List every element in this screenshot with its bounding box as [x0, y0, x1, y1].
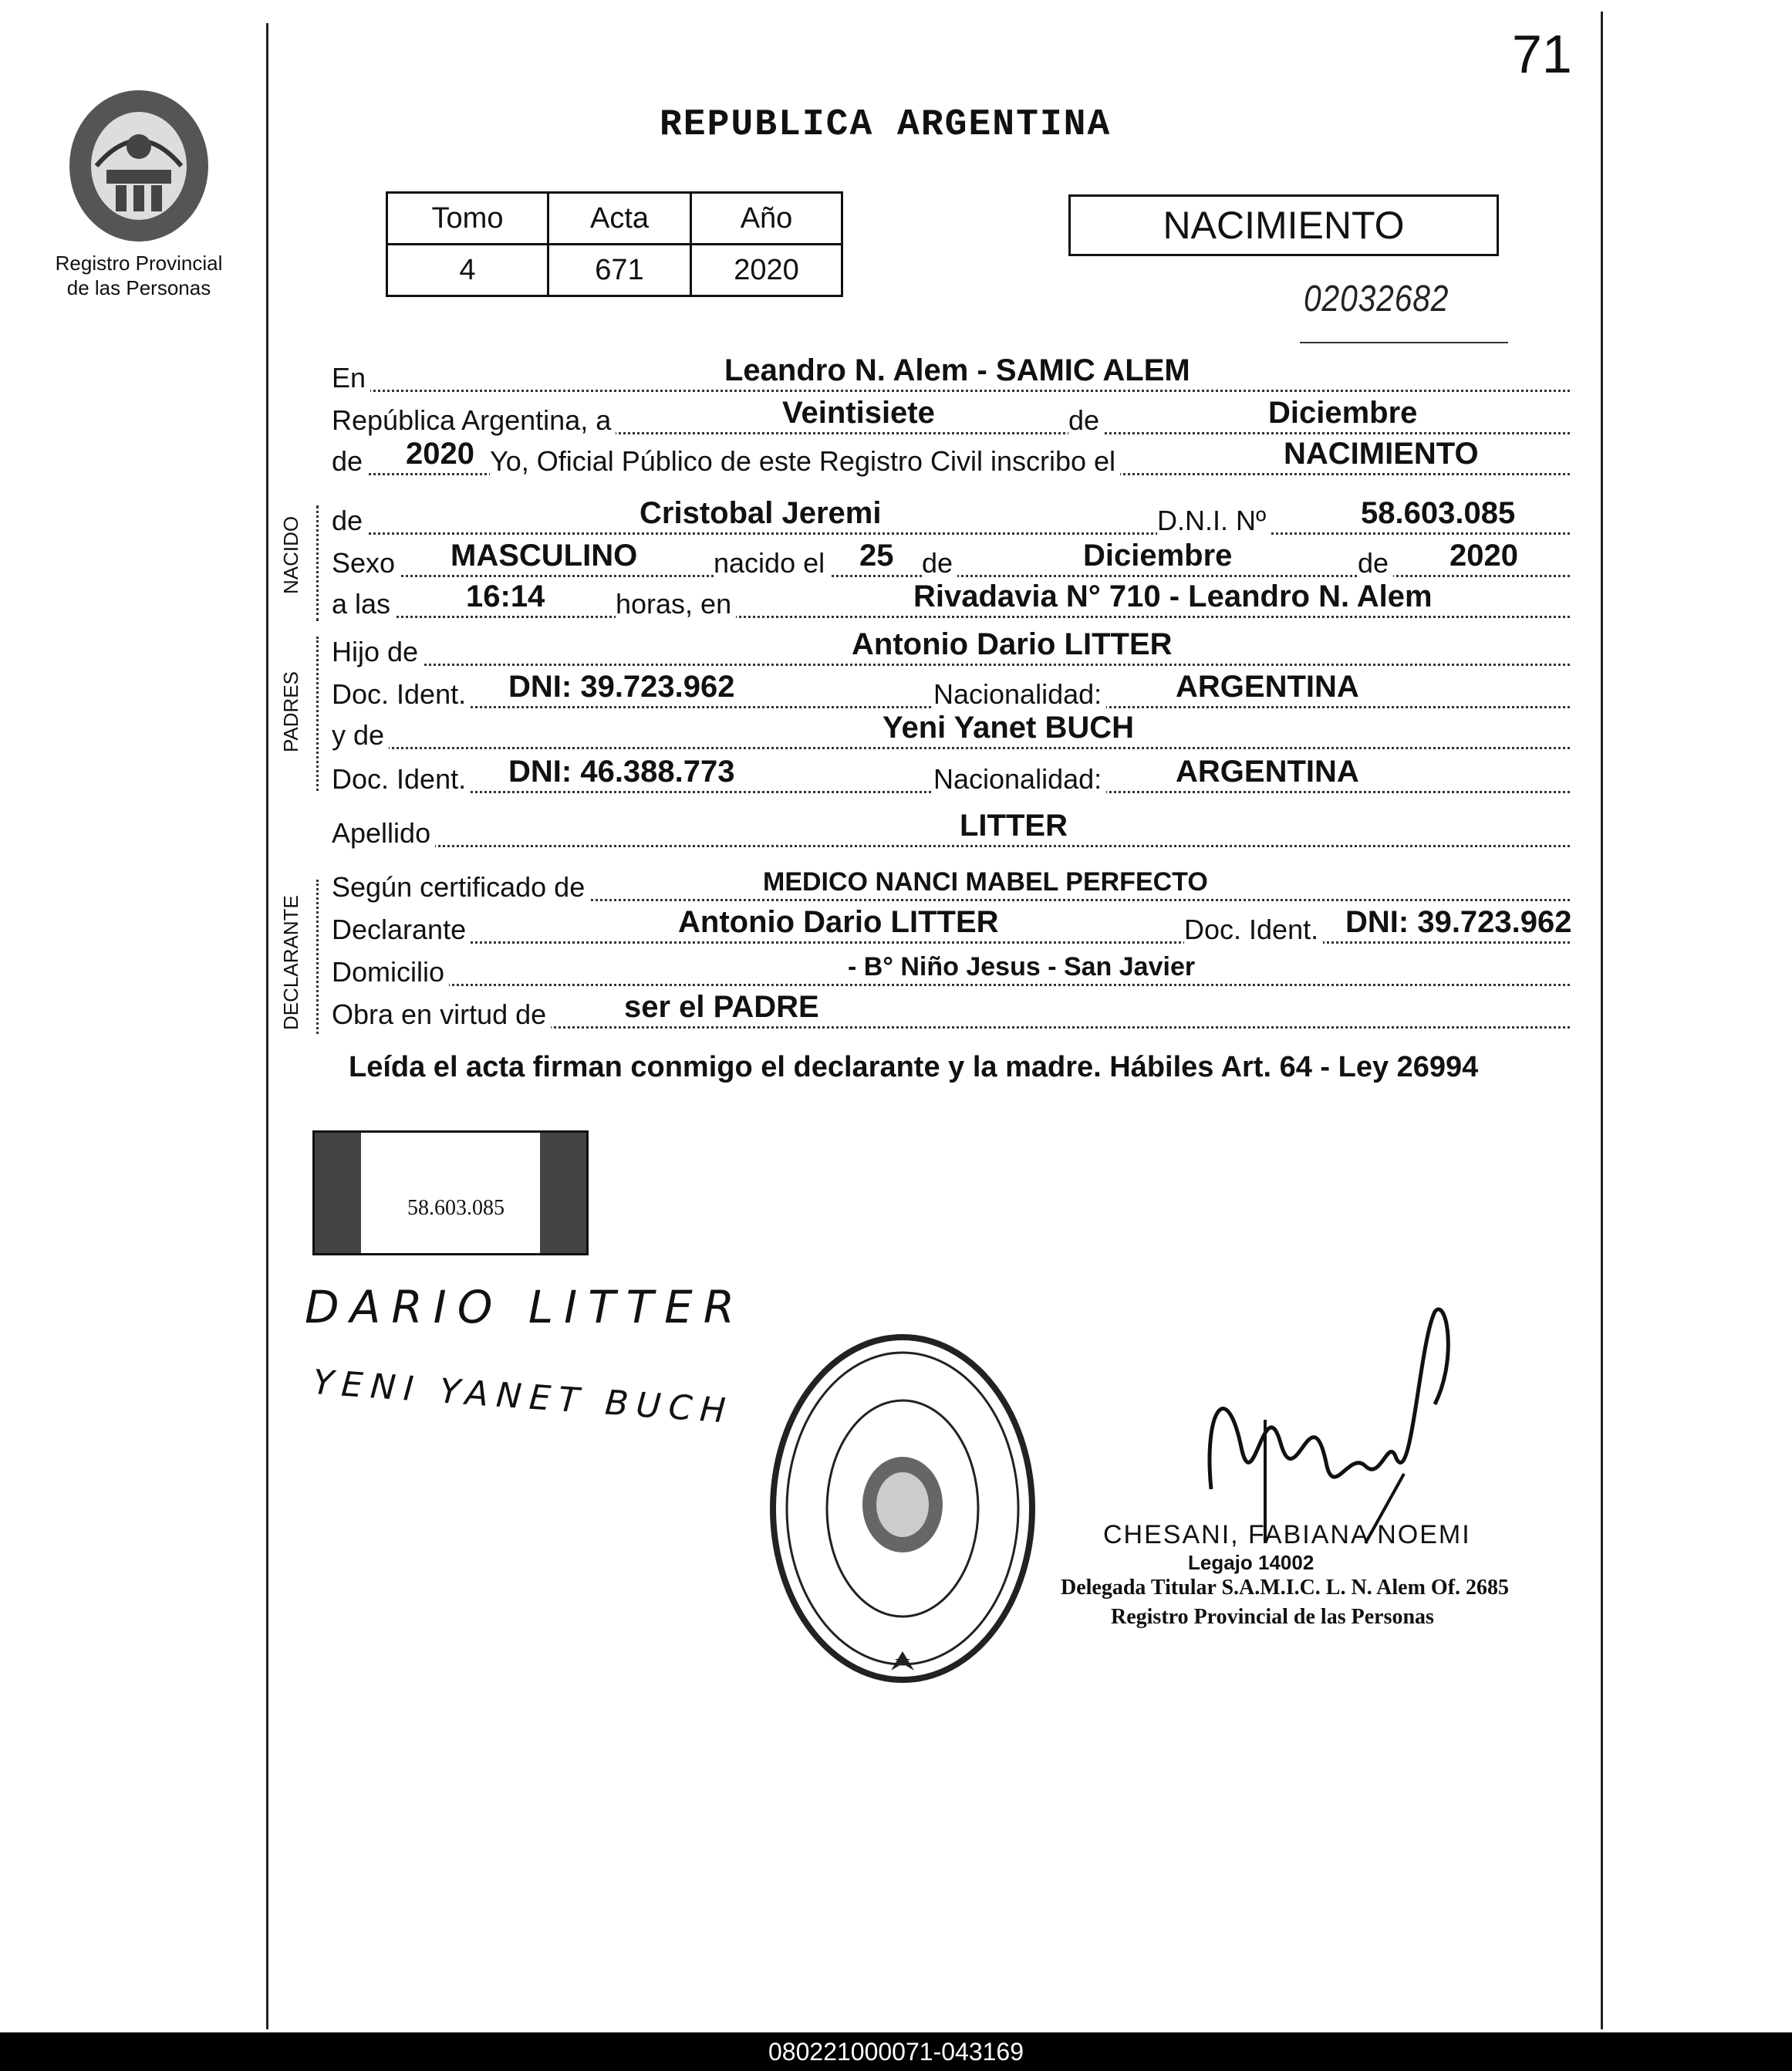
value-anio-acta: 2020: [403, 437, 478, 471]
section-declarante: DECLARANTE: [279, 895, 302, 1030]
value-mes: Diciembre: [1265, 396, 1420, 431]
value-dni: 58.603.085: [1358, 496, 1518, 531]
label-de-3: de: [332, 505, 367, 537]
header-anio: Año: [691, 193, 842, 245]
registry-table: [386, 191, 843, 297]
serial-number: 02032682: [1304, 279, 1449, 319]
fingerprint-right-icon: [540, 1133, 586, 1253]
value-hora: 16:14: [463, 579, 548, 614]
misiones-coat-of-arms-icon: [62, 85, 216, 247]
label-yde: y de: [332, 719, 389, 752]
document-title: REPUBLICA ARGENTINA: [660, 104, 1112, 146]
line-doc-padre: [332, 667, 1570, 708]
handwritten-mother: YENI YANET BUCH: [311, 1363, 735, 1431]
value-nac-padre: ARGENTINA: [1173, 670, 1362, 704]
section-padres: PADRES: [279, 671, 302, 752]
label-nacido: nacido el: [714, 547, 829, 579]
label-apellido: Apellido: [332, 817, 435, 850]
value-inscribo: NACIMIENTO: [1281, 437, 1482, 471]
official-signature-icon: [1180, 1296, 1473, 1551]
right-margin-line: [1601, 12, 1603, 2029]
label-alas: a las: [332, 588, 395, 620]
official-name: CHESANI, FABIANA NOEMI: [1103, 1520, 1471, 1549]
value-nombre: Cristobal Jeremi: [636, 496, 884, 531]
line-fecha: [332, 394, 1570, 434]
closing-text: Leída el acta firman conmigo el declarante y la madre. Hábiles Art. 64 - Ley 26994: [349, 1051, 1479, 1083]
official-role: Delegada Titular S.A.M.I.C. L. N. Alem Of. 2685: [1061, 1576, 1510, 1600]
line-nombre: [332, 494, 1570, 535]
value-padre: Antonio Dario LITTER: [849, 627, 1176, 662]
value-doc-madre: DNI: 46.388.773: [505, 755, 738, 789]
value-lugar-nac: Rivadavia N° 710 - Leandro N. Alem: [910, 579, 1436, 614]
label-horas: horas, en: [616, 588, 736, 620]
line-certificado: [332, 860, 1570, 901]
thumbprint-box: [312, 1130, 589, 1255]
registry-seal-icon: [768, 1331, 1038, 1686]
official-office: Registro Provincial de las Personas: [1111, 1605, 1434, 1629]
label-domicilio: Domicilio: [332, 956, 449, 988]
value-certificado: MEDICO NANCI MABEL PERFECTO: [760, 867, 1211, 897]
padres-bracket: [316, 637, 319, 791]
value-domicilio: - B° Niño Jesus - San Javier: [845, 952, 1198, 982]
header-tomo: Tomo: [387, 193, 548, 245]
section-nacido: NACIDO: [279, 515, 302, 594]
value-acta: 671: [548, 245, 691, 296]
handwritten-father: DARIO LITTER: [305, 1281, 746, 1333]
line-domicilio: [332, 945, 1570, 986]
fingerprint-left-icon: [315, 1133, 361, 1253]
thumbprint-number: 58.603.085: [407, 1196, 505, 1220]
label-nac-1: Nacionalidad:: [933, 678, 1106, 711]
record-type-box: NACIMIENTO: [1068, 194, 1499, 256]
official-legajo: Legajo 14002: [1188, 1551, 1314, 1574]
header-acta: Acta: [548, 193, 691, 245]
value-anio: 2020: [691, 245, 842, 296]
value-nac-dia: 25: [856, 539, 897, 573]
value-tomo: 4: [387, 245, 548, 296]
value-sexo: MASCULINO: [447, 539, 640, 573]
line-doc-madre: [332, 752, 1570, 793]
serial-underline: [1300, 342, 1508, 343]
line-declarante: [332, 903, 1570, 944]
label-de-2: de: [332, 445, 367, 478]
label-de-5: de: [1358, 547, 1393, 579]
line-madre: [332, 708, 1570, 749]
line-sexo: [332, 536, 1570, 577]
line-lugar: [332, 351, 1570, 392]
label-yo: Yo, Oficial Público de este Registro Civil inscribo el: [490, 445, 1120, 478]
label-en: En: [332, 362, 370, 394]
line-obra: [332, 988, 1570, 1029]
value-doc-padre: DNI: 39.723.962: [505, 670, 738, 704]
line-hora: [332, 577, 1570, 618]
label-segun: Según certificado de: [332, 871, 589, 904]
logo-caption-2: de las Personas: [66, 276, 211, 299]
value-declarante: Antonio Dario LITTER: [675, 905, 1002, 940]
label-doc-3: Doc. Ident.: [1184, 914, 1323, 946]
line-inscribo: [332, 434, 1570, 475]
value-madre: Yeni Yanet BUCH: [879, 711, 1137, 745]
label-declarante: Declarante: [332, 914, 471, 946]
value-obra: ser el PADRE: [621, 990, 822, 1025]
label-de-4: de: [922, 547, 957, 579]
value-doc-declarante: DNI: 39.723.962: [1342, 905, 1575, 940]
label-nac-2: Nacionalidad:: [933, 763, 1106, 796]
nacido-bracket: [316, 505, 319, 621]
label-doc-2: Doc. Ident.: [332, 763, 471, 796]
value-nac-madre: ARGENTINA: [1173, 755, 1362, 789]
left-margin-line: [266, 23, 268, 2029]
value-dia: Veintisiete: [779, 396, 938, 431]
label-sexo: Sexo: [332, 547, 400, 579]
declarante-bracket: [316, 880, 319, 1034]
label-de: de: [1068, 404, 1104, 437]
line-apellido: [332, 806, 1570, 847]
value-lugar: Leandro N. Alem - SAMIC ALEM: [721, 353, 1193, 388]
line-padre: [332, 625, 1570, 666]
footer-code: 080221000071-043169: [0, 2032, 1792, 2071]
label-dni: D.N.I. Nº: [1157, 505, 1271, 537]
label-hijo: Hijo de: [332, 636, 423, 668]
value-apellido: LITTER: [957, 809, 1071, 843]
label-republica: República Argentina, a: [332, 404, 616, 437]
label-doc-1: Doc. Ident.: [332, 678, 471, 711]
label-obra: Obra en virtud de: [332, 998, 551, 1031]
registry-logo: [46, 85, 231, 300]
logo-caption-1: Registro Provincial: [55, 252, 223, 275]
page-number: 71: [1512, 24, 1572, 84]
value-nac-mes: Diciembre: [1080, 539, 1235, 573]
value-nac-anio: 2020: [1446, 539, 1521, 573]
